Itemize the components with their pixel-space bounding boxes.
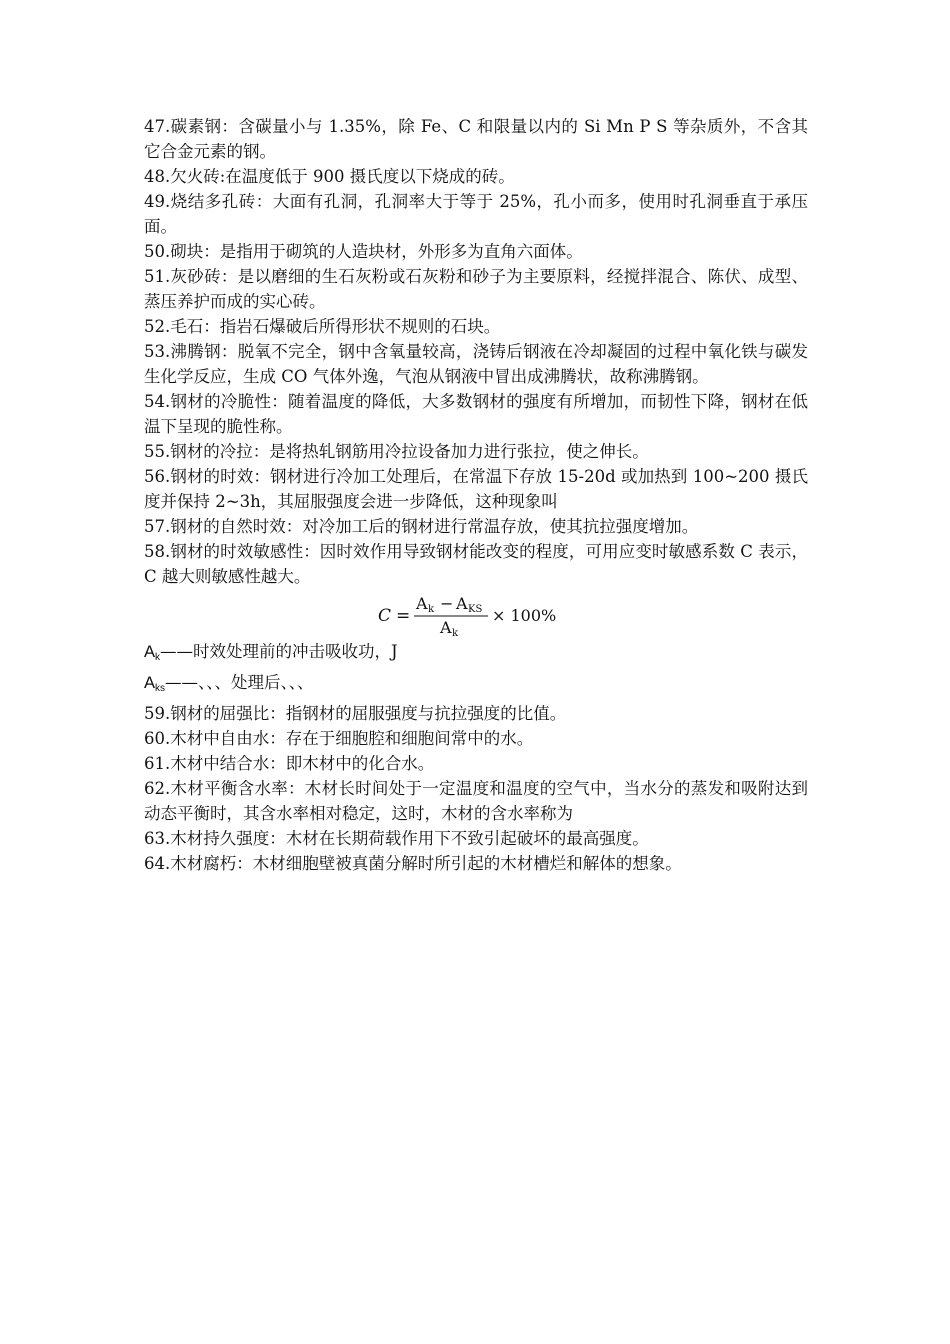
entry-51: 51.灰砂砖：是以磨细的生石灰粉或石灰粉和砂子为主要原料，经搅拌混合、陈伏、成型、蒸压养护而成的实心砖。 <box>144 267 808 311</box>
formula-denominator: A <box>440 618 452 637</box>
entry-61: 61.木材中结合水：即木材中的化合水。 <box>144 754 435 773</box>
entry-52: 52.毛石：指岩石爆破后所得形状不规则的石块。 <box>144 317 501 336</box>
entry-60: 60.木材中自由水：存在于细胞腔和细胞间常中的水。 <box>144 729 534 748</box>
entry-57: 57.钢材的自然时效：对冷加工后的钢材进行常温存放，使其抗拉强度增加。 <box>144 517 699 536</box>
entry-55: 55.钢材的冷拉：是将热轧钢筋用冷拉设备加力进行张拉，使之伸长。 <box>144 442 649 461</box>
definition-aks-sub: ks <box>155 683 166 694</box>
formula-numerator-b-sub: KS <box>468 604 483 615</box>
definition-aks <box>144 670 808 701</box>
formula-numerator-a-sub: k <box>428 604 435 615</box>
entry-59: 59.钢材的屈强比：指钢材的屈服强度与抗拉强度的比值。 <box>144 704 567 723</box>
definition-ak <box>144 639 808 670</box>
formula-denominator-sub: k <box>452 628 459 637</box>
entry-62: 62.木材平衡含水率：木材长时间处于一定温度和温度的空气中，当水分的蒸发和吸附达到动态平衡时，其含水率相对稳定，这时，木材的含水率称为 <box>144 779 808 823</box>
definition-aks-symbol <box>144 674 165 692</box>
entry-58: 58.钢材的时效敏感性：因时效作用导致钢材能改变的程度，可用应变时敏感系数 C 表示，C 越大则敏感性越大。 <box>144 542 808 586</box>
definition-ak-sub: k <box>155 652 161 663</box>
entry-63: 63.木材持久强度：木材在长期荷载作用下不致引起破坏的最高强度。 <box>144 829 649 848</box>
formula-times-100: × 100% <box>492 606 557 625</box>
entry-56: 56.钢材的时效：钢材进行冷加工处理后，在常温下存放 15-20d 或加热到 100~200 摄氏度并保持 2~3h，其屈服强度会进一步降低，这种现象叫 <box>144 467 808 511</box>
formula-numerator-a: A <box>416 594 428 613</box>
formula-numerator-b: A <box>456 594 468 613</box>
entry-47: 47.碳素钢：含碳量小与 1.35%，除 Fe、C 和限量以内的 Si Mn P S 等杂质外，不含其它合金元素的钢。 <box>144 117 808 161</box>
formula-equals: = <box>396 606 411 626</box>
formula-lhs: C <box>378 606 392 626</box>
entry-64: 64.木材腐朽：木材细胞壁被真菌分解时所引起的木材槽烂和解体的想象。 <box>144 854 682 873</box>
formula-minus: − <box>440 594 454 613</box>
definition-ak-letter: A <box>144 643 156 661</box>
definition-aks-letter: A <box>144 674 156 692</box>
definition-aks-text: ——、、、处理后、、、 <box>165 673 314 692</box>
document-body <box>144 114 808 876</box>
definition-ak-text: ——时效处理前的冲击吸收功，J <box>160 642 398 661</box>
entry-50: 50.砌块：是指用于砌筑的人造块材，外形多为直角六面体。 <box>144 242 583 261</box>
aging-sensitivity-formula <box>144 593 808 637</box>
entry-48: 48.欠火砖:在温度低于 900 摄氏度以下烧成的砖。 <box>144 167 515 186</box>
entry-49: 49.烧结多孔砖：大面有孔洞，孔洞率大于等于 25%，孔小而多，使用时孔洞垂直于承压面。 <box>144 192 808 236</box>
definition-ak-symbol <box>144 643 160 661</box>
entry-54: 54.钢材的冷脆性：随着温度的降低，大多数钢材的强度有所增加，而韧性下降，钢材在低温下呈现的脆性称。 <box>144 392 808 436</box>
entry-53: 53.沸腾钢：脱氧不完全，钢中含氧量较高，浇铸后钢液在冷却凝固的过程中氧化铁与碳发生化学反应，生成 CO 气体外逸，气泡从钢液中冒出成沸腾状，故称沸腾钢。 <box>144 342 808 386</box>
formula-graphic <box>376 593 576 637</box>
